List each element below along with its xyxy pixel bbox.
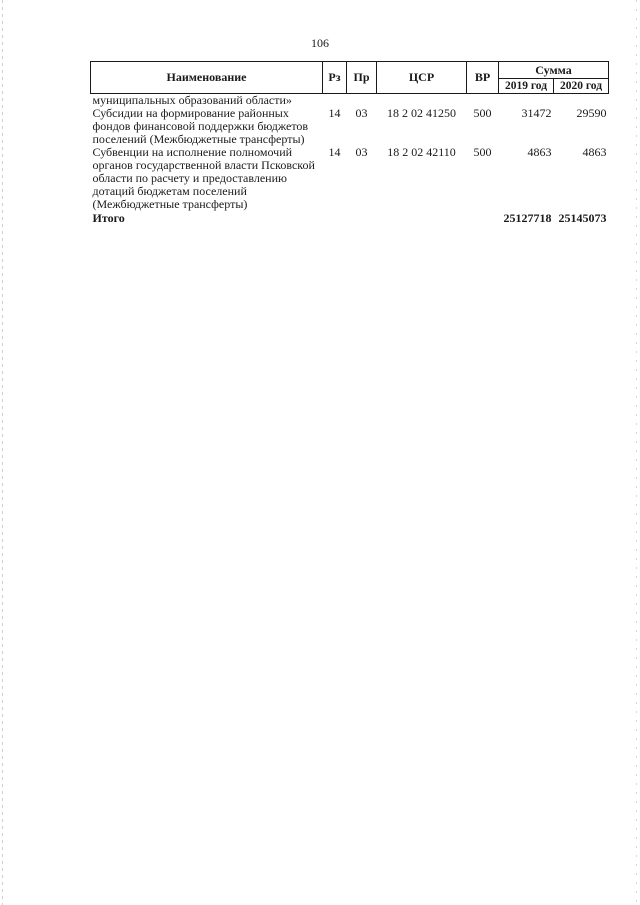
row-sum-2019: 31472 <box>521 106 552 120</box>
header-year-2020: 2020 год <box>554 79 609 94</box>
row-name: Субвенции на исполнение полномочий органов государственной власти Псковской области по расчету и предоставлению дотаций бюджетам поселений (Межбюджетные трансферты) <box>92 145 315 211</box>
table-header <box>91 62 609 94</box>
table-row <box>91 94 609 108</box>
continuation-line: муниципальных образований области» <box>92 93 292 107</box>
scan-edge-left <box>2 0 3 905</box>
row-sum-2020: 4863 <box>582 145 607 159</box>
row-sum-2019: 4863 <box>527 145 552 159</box>
total-label: Итого <box>92 211 125 225</box>
row-csr: 18 2 02 41250 <box>387 106 456 120</box>
row-pr: 03 <box>355 106 368 120</box>
table-body <box>91 94 609 226</box>
table-row <box>91 107 609 146</box>
total-sum-2020: 25145073 <box>558 211 607 225</box>
header-csr: ЦСР <box>377 62 467 94</box>
header-name: Наименование <box>91 62 323 94</box>
header-rz: Рз <box>323 62 347 94</box>
row-sum-2020: 29590 <box>576 106 607 120</box>
row-csr: 18 2 02 42110 <box>387 145 456 159</box>
row-name: Субсидии на формирование районных фондов финансовой поддержки бюджетов поселений (Межбюджетные трансферты) <box>92 106 309 146</box>
row-rz: 14 <box>328 145 341 159</box>
scan-edge-right <box>636 0 637 905</box>
row-pr: 03 <box>355 145 368 159</box>
row-vr: 500 <box>473 145 492 159</box>
total-row <box>91 211 609 225</box>
budget-table <box>90 61 609 225</box>
header-sum: Сумма <box>499 62 609 79</box>
total-sum-2019: 25127718 <box>503 211 552 225</box>
header-year-2019: 2019 год <box>499 79 554 94</box>
row-rz: 14 <box>328 106 341 120</box>
page-number: 106 <box>311 36 329 50</box>
row-vr: 500 <box>473 106 492 120</box>
table-row <box>91 146 609 211</box>
header-pr: Пр <box>347 62 377 94</box>
header-vr: ВР <box>467 62 499 94</box>
